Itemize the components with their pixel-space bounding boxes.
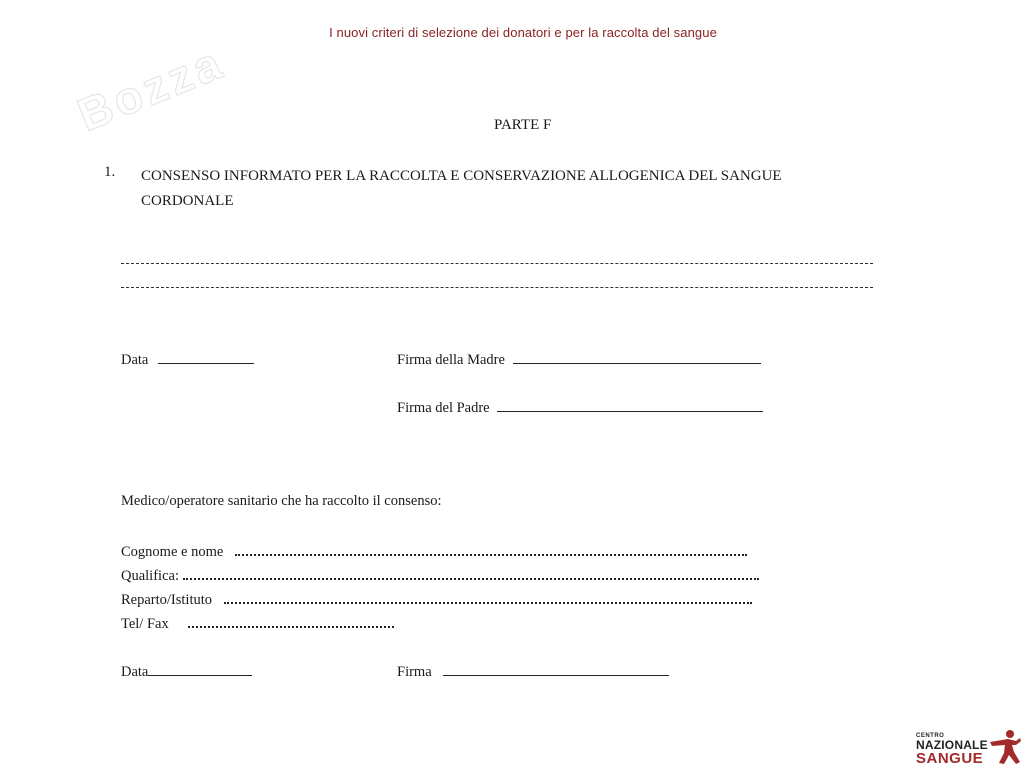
father-signature-field (397, 397, 763, 417)
date-field (121, 349, 254, 369)
mother-signature-blank[interactable] (513, 349, 761, 364)
logo-line-2: NAZIONALE (916, 738, 988, 752)
department-label: Reparto/Istituto (121, 592, 213, 608)
mother-signature-label: Firma della Madre (397, 352, 505, 368)
phone-blank[interactable] (188, 613, 394, 628)
blank-line-1 (121, 263, 873, 264)
operator-date-blank[interactable] (148, 661, 252, 676)
qualification-label: Qualifica: (121, 568, 179, 584)
cns-logo (916, 733, 988, 766)
operator-signature-field (397, 661, 669, 681)
surname-field (121, 541, 747, 561)
father-signature-blank[interactable] (497, 397, 763, 412)
operator-date-label: Data (121, 664, 149, 680)
surname-label: Cognome e nome (121, 544, 224, 560)
logo-line-3: SANGUE (916, 750, 984, 767)
item-heading: CONSENSO INFORMATO PER LA RACCOLTA E CONSERVAZIONE ALLOGENICA DEL SANGUE CORDONALE (141, 168, 782, 209)
phone-label: Tel/ Fax (121, 616, 169, 632)
section-title: PARTE F (494, 117, 552, 133)
qualification-field (121, 565, 759, 585)
operator-heading: Medico/operatore sanitario che ha raccolto il consenso: (121, 493, 442, 509)
department-field (121, 589, 752, 609)
surname-blank[interactable] (235, 541, 747, 556)
item-number: 1. (104, 164, 116, 180)
qualification-blank[interactable] (183, 565, 759, 580)
operator-signature-label: Firma (397, 664, 432, 680)
operator-date-field (121, 661, 252, 681)
draft-watermark: Bozza (70, 35, 232, 142)
mother-signature-field (397, 349, 761, 369)
page-header-title: I nuovi criteri di selezione dei donatori e per la raccolta del sangue (329, 25, 717, 40)
logo-figure-icon (988, 728, 1022, 766)
phone-field (121, 613, 394, 633)
father-signature-label: Firma del Padre (397, 400, 490, 416)
date-blank[interactable] (158, 349, 254, 364)
blank-line-2 (121, 287, 873, 288)
logo-line-1: CENTRO (916, 733, 945, 739)
department-blank[interactable] (224, 589, 752, 604)
date-label: Data (121, 352, 149, 368)
operator-signature-blank[interactable] (443, 661, 669, 676)
